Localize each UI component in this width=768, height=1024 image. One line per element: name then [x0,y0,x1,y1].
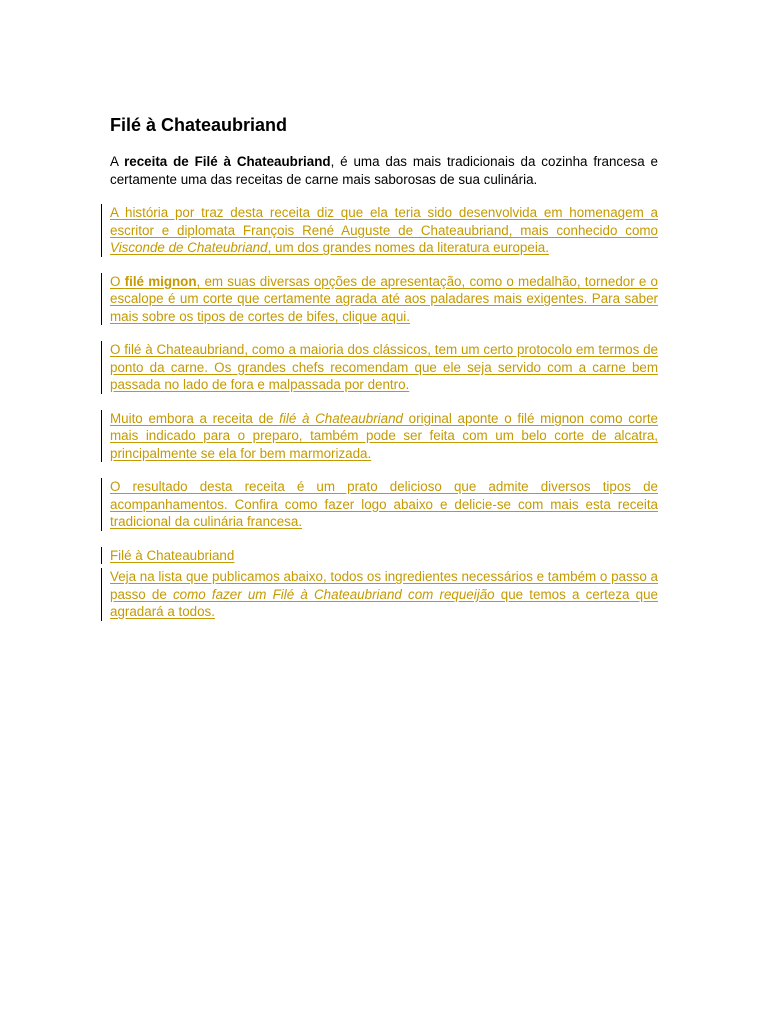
mignon-paragraph [110,273,658,326]
result-paragraph: O resultado desta receita é um prato delicioso que admite diversos tipos de acompanhamentos. Confira como fazer logo abaixo e delicie-se com mais esta receita tradicional da culinária francesa. [110,479,658,529]
intro-paragraph [110,153,658,188]
subheading: Filé à Chateaubriand [110,547,658,565]
ingredients-before: Veja na lista que publicamos abaixo, todos os ingredientes necessários e também o passo a passo de [110,569,658,602]
cut-after: original aponte o filé mignon como corte mais indicado para o preparo, também pode ser feita com um belo corte de alcatra, principalmente se ela for bem marmorizada. [110,410,658,461]
history-after: , um dos grandes nomes da literatura europeia. [267,240,549,255]
mignon-before: O [110,273,125,289]
ingredients-paragraph [110,568,658,621]
ingredients-after: que temos a certeza que agradará a todos. [110,586,659,619]
cut-paragraph [110,410,658,463]
mignon-bold: filé mignon [124,273,197,289]
intro-bold: receita de Filé à Chateaubriand [124,154,331,169]
intro-prefix: A [110,154,125,169]
document-title: Filé à Chateaubriand [110,115,288,135]
intro-suffix: , é uma das mais tradicionais da cozinha francesa e certamente uma das receitas de carne mais saborosas de sua culinária. [110,154,658,187]
history-italic: Visconde de Chateubriand [110,240,268,255]
document-page [110,113,658,637]
history-paragraph [110,204,658,257]
cut-before: Muito embora a receita de [110,410,280,426]
cut-italic: filé à Chateaubriand [279,410,403,426]
mignon-after: , em suas diversas opções de apresentação, como o medalhão, tornedor e o escalope é um corte que certamente agrada até aos paladares mais exigentes. Para saber mais sobre os tipos de cortes de bifes, clique aqui. [110,273,658,324]
protocol-paragraph: O filé à Chateaubriand, como a maioria dos clássicos, tem um certo protocolo em termos de ponto da carne. Os grandes chefs recomendam que ele seja servido com a carne bem passada no lado de fora e malpassada por dentro. [110,342,658,392]
history-before: A história por traz desta receita diz que ela teria sido desenvolvida em homenagem a escritor e diplomata François René Auguste de Chateaubriand, mais conhecido como [110,205,658,238]
ingredients-italic: como fazer um Filé à Chateaubriand com requeijão [172,586,495,602]
